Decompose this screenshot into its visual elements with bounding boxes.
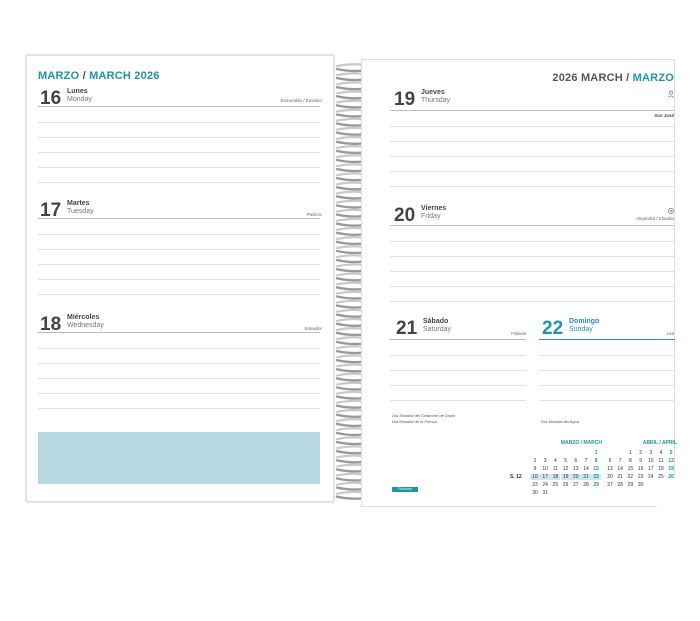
writing-line [38, 249, 320, 250]
title-separator: / [622, 72, 633, 84]
calendar-day: 14 [583, 466, 589, 472]
month-en-year: MARCH 2026 [89, 70, 160, 82]
day-name-es: Lunes [67, 88, 88, 95]
calendar-day: 10 [648, 458, 654, 464]
day-divider [38, 332, 320, 333]
month-es: MARZO [632, 72, 674, 84]
april-mini-calendar [605, 440, 677, 500]
writing-line [38, 152, 320, 153]
calendar-day: 30 [637, 482, 644, 488]
day-name-es: Domingo [569, 318, 600, 325]
observance-note: Día Mundial de la Poesía [392, 419, 437, 424]
calendar-day: 5 [564, 458, 567, 464]
writing-line [38, 294, 320, 295]
gear-icon [667, 207, 675, 215]
calendar-day: 4 [659, 450, 663, 456]
writing-line [539, 370, 675, 371]
calendar-day: 3 [543, 458, 547, 464]
writing-line [539, 355, 675, 356]
calendar-day: 7 [618, 458, 622, 464]
day-19-header [394, 89, 676, 111]
day-16-header [40, 88, 322, 108]
calendar-day: 11 [552, 466, 558, 472]
right-month-title [552, 72, 674, 84]
day-20-header [394, 205, 676, 227]
calendar-day: 9 [533, 466, 537, 472]
week-number-label: S. 12 [510, 474, 522, 480]
writing-line [390, 355, 526, 356]
calendar-day: 6 [574, 458, 578, 464]
calendar-day: 31 [542, 490, 548, 496]
day-22-header [542, 318, 674, 340]
day-number: 19 [394, 89, 416, 110]
writing-line [38, 348, 320, 349]
calendar-day: 16 [637, 466, 644, 472]
calendar-day: 22 [627, 474, 634, 480]
day-divider [38, 106, 320, 107]
calendar-day: 24 [648, 474, 654, 480]
calendar-day: 14 [617, 466, 623, 472]
calendar-day: 25 [658, 474, 664, 480]
calendar-day: 28 [583, 482, 589, 488]
observance-note: Día Mundial del Síndrome de Down [392, 413, 456, 418]
day-number: 18 [40, 314, 62, 335]
calendar-day: 26 [562, 482, 569, 488]
calendar-day: 5 [669, 450, 673, 456]
calendar-day: 4 [554, 458, 557, 464]
calendar-day: 21 [617, 474, 623, 480]
left-month-title [38, 70, 160, 82]
day-18-header [40, 314, 322, 334]
day-name-es: Miércoles [67, 314, 100, 321]
writing-line [38, 137, 320, 138]
calendar-day: 29 [627, 482, 634, 488]
writing-line [390, 186, 674, 187]
day-name-es: Viernes [421, 205, 447, 212]
saint-name: San José [654, 113, 674, 118]
calendar-day: 15 [593, 466, 599, 472]
day-divider [539, 339, 675, 340]
saint-name: Salvador [304, 326, 322, 331]
day-number: 20 [394, 205, 416, 226]
writing-line [38, 378, 320, 379]
writing-line [390, 286, 674, 287]
calendar-day: 28 [617, 482, 623, 488]
day-21-header [396, 318, 526, 340]
day-number: 22 [542, 318, 564, 339]
calendar-day: 12 [562, 466, 569, 472]
calendar-day: 19 [561, 474, 571, 480]
writing-line [390, 256, 674, 257]
saint-name: Fabiola [511, 331, 526, 336]
calendar-day: 1 [594, 450, 598, 456]
observance-note: Día Mundial del Agua [541, 419, 580, 424]
writing-line [390, 126, 674, 127]
calendar-day: 12 [668, 458, 674, 464]
writing-line [390, 156, 674, 157]
calendar-day: 18 [658, 466, 664, 472]
calendar-day: 21 [581, 474, 591, 480]
calendar-day: 29 [593, 482, 599, 488]
day-17-header [40, 200, 322, 220]
brand-logo: Finocam [392, 487, 418, 492]
writing-line [390, 241, 674, 242]
calendar-day: 30 [532, 490, 538, 496]
day-name-es: Martes [67, 200, 90, 207]
writing-line [390, 370, 526, 371]
calendar-day: 27 [573, 482, 579, 488]
day-name-en: Thursday [421, 97, 451, 104]
calendar-day: 26 [668, 474, 674, 480]
day-name-en: Monday [67, 96, 92, 103]
calendar-day: 19 [668, 466, 674, 472]
march-mini-calendar [530, 440, 602, 500]
calendar-day: 20 [571, 474, 581, 480]
calendar-day: 2 [533, 458, 537, 464]
calendar-day: 17 [540, 474, 550, 480]
saint-name: Lea [666, 331, 674, 336]
writing-line [38, 182, 320, 183]
calendar-day: 23 [532, 482, 538, 488]
calendar-day: 8 [594, 458, 598, 464]
day-name-en: Wednesday [67, 322, 104, 329]
calendar-day: 20 [607, 474, 613, 480]
day-name-en: Sunday [569, 326, 593, 333]
month-es: MARZO [38, 70, 80, 82]
calendar-day: 8 [629, 458, 632, 464]
writing-line [38, 167, 320, 168]
day-divider [390, 339, 526, 340]
writing-line [390, 385, 526, 386]
calendar-day: 13 [573, 466, 579, 472]
calendar-title: ABRIL / APRIL [642, 440, 677, 446]
day-divider [390, 225, 674, 226]
day-divider [390, 110, 674, 111]
day-number: 16 [40, 88, 62, 109]
calendar-day: 10 [542, 466, 548, 472]
writing-line [390, 141, 674, 142]
day-number: 21 [396, 318, 418, 339]
saint-name: Alejandra / Claudio [635, 216, 674, 221]
day-number: 17 [40, 200, 62, 221]
day-name-en: Friday [421, 213, 441, 220]
writing-line [539, 400, 675, 401]
writing-line [38, 393, 320, 394]
notes-box [38, 432, 320, 484]
calendar-day: 7 [584, 458, 588, 464]
calendar-day: 9 [639, 458, 642, 464]
calendar-day: 15 [627, 466, 634, 472]
calendar-day: 24 [542, 482, 548, 488]
writing-line [38, 279, 320, 280]
writing-line [390, 400, 526, 401]
calendar-day: 13 [607, 466, 613, 472]
saint-name: Esmeralda / Eusebio [280, 98, 322, 103]
writing-line [390, 301, 674, 302]
calendar-day: 6 [608, 458, 612, 464]
calendar-day: 18 [550, 474, 560, 480]
day-name-es: Sábado [423, 318, 449, 325]
writing-line [38, 408, 320, 409]
calendar-day: 3 [649, 450, 653, 456]
calendar-day: 1 [629, 450, 632, 456]
saint-name: Patricio [306, 212, 322, 217]
writing-line [390, 271, 674, 272]
calendar-title: MARZO / MARCH [560, 440, 602, 446]
calendar-day: 2 [639, 450, 642, 456]
person-icon [667, 90, 675, 98]
writing-line [390, 171, 674, 172]
year-month-en: 2026 MARCH [552, 72, 623, 84]
writing-line [539, 385, 675, 386]
calendar-day: 27 [607, 482, 613, 488]
day-name-en: Tuesday [67, 208, 94, 215]
calendar-day: 22 [591, 474, 601, 480]
title-separator: / [79, 70, 90, 82]
writing-line [38, 234, 320, 235]
day-name-es: Jueves [421, 89, 445, 96]
calendar-day: 17 [648, 466, 654, 472]
calendar-day: 25 [552, 482, 559, 488]
day-name-en: Saturday [423, 326, 452, 333]
writing-line [38, 122, 320, 123]
writing-line [38, 363, 320, 364]
calendar-day: 16 [530, 474, 540, 480]
writing-line [38, 264, 320, 265]
calendar-day: 23 [637, 474, 644, 480]
day-divider [38, 218, 320, 219]
calendar-day: 11 [658, 458, 664, 464]
